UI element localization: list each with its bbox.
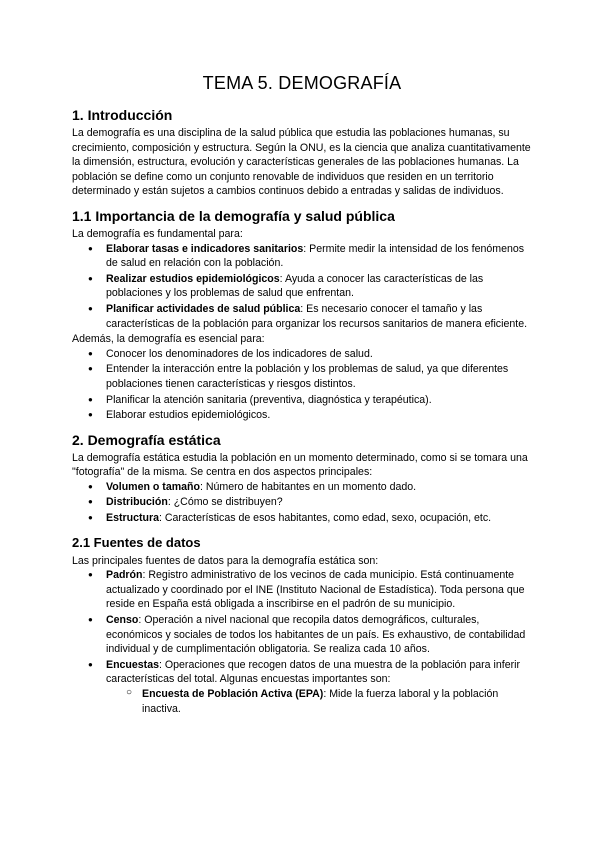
list-item: [106, 613, 532, 657]
bullet-list: [72, 480, 532, 526]
section-heading: 2.1 Fuentes de datos: [72, 534, 201, 550]
section-static-demography: [72, 431, 532, 526]
section-heading: 1. Introducción: [72, 107, 173, 123]
item-text: : Registro administrativo de los vecinos de cada municipio. Está continuamente actualizado y coordinado por el INE (Instituto Nacional de Estadística). Toda persona que reside en España está obligada a inscribirse en el padrón de su municipio.: [106, 569, 525, 611]
item-text: : ¿Cómo se distribuyen?: [167, 496, 283, 509]
item-text: : Operación a nivel nacional que recopila datos demográficos, culturales, económicos y sociales de todos los habitantes de un país. Es exhaustivo, de contabilidad individual y de cumplimentación obligatoria. Se realiza cada 10 años.: [106, 614, 526, 656]
bullet-list: [72, 568, 532, 716]
list-item: [106, 511, 532, 526]
list-item: [106, 480, 532, 495]
item-text: : Mide la fuerza laboral y la población inactiva.: [142, 688, 499, 715]
paragraph: Las principales fuentes de datos para la demografía estática son:: [72, 554, 379, 567]
bullet-list: [72, 242, 532, 332]
bold-term: Padrón: [106, 569, 143, 582]
bold-term: Elaborar tasas e indicadores sanitarios: [106, 242, 304, 255]
paragraph: La demografía es una disciplina de la salud pública que estudia las poblaciones humanas, su crecimiento, composición y estructura. Según la ONU, es la ciencia que analiza cuantitativamente la dimensión, estructura, evolución y características generales de las poblaciones humanas. La población se define como un conjunto renovable de individuos que residen en un territorio determinado y están sujetos a cambios continuos debido a entradas y salidas de individuos.: [72, 127, 531, 198]
bold-term: Volumen o tamaño: [106, 480, 200, 493]
list-item: [106, 272, 532, 301]
bold-term: Estructura: [106, 512, 159, 525]
list-item: [106, 658, 532, 716]
sub-list-item: [142, 687, 532, 716]
list-item: ● Conocer los denominadores de los indicadores de salud.: [106, 347, 532, 362]
item-text: : Permite medir la intensidad de los fenómenos de salud en relación con la población.: [106, 242, 525, 270]
list-item: [106, 495, 532, 510]
list-item: [106, 302, 532, 331]
bold-term: Planificar actividades de salud pública: [106, 302, 301, 315]
bullet-list: [72, 347, 532, 423]
list-item: ● Elaborar estudios epidemiológicos.: [106, 408, 532, 423]
section-heading: 1.1 Importancia de la demografía y salud pública: [72, 207, 395, 224]
paragraph: Además, la demografía es esencial para:: [72, 333, 265, 346]
list-item: [106, 568, 532, 612]
item-text: : Características de esos habitantes, como edad, sexo, ocupación, etc.: [158, 512, 492, 525]
bold-term: Distribución: [106, 496, 168, 509]
item-text: : Es necesario conocer el tamaño y las características de la población para organizar los recursos sanitarios de manera eficiente.: [106, 302, 528, 330]
paragraph: La demografía es fundamental para:: [72, 227, 243, 240]
item-text: : Operaciones que recogen datos de una muestra de la población para inferir características del total. Algunas encuestas importantes son:: [106, 658, 521, 686]
page-title: TEMA 5. DEMOGRAFÍA: [202, 73, 402, 93]
bold-term: Encuestas: [106, 658, 159, 671]
bold-term: Censo: [106, 614, 139, 627]
section-introduction: [72, 106, 532, 199]
list-item: ● Planificar la atención sanitaria (preventiva, diagnóstica y terapéutica).: [106, 393, 532, 408]
section-heading: 2. Demografía estática: [72, 431, 221, 448]
bold-term: Realizar estudios epidemiológicos: [106, 272, 280, 285]
item-text: : Ayuda a conocer las características de las poblaciones y los problemas de salud que enfrentan.: [106, 272, 484, 300]
bold-term: Encuesta de Población Activa (EPA): [142, 688, 324, 700]
paragraph: La demografía estática estudia la población en un momento determinado, como si se tomara una "fotografía" de la misma. Se centra en dos aspectos principales:: [72, 451, 528, 479]
item-text: : Número de habitantes en un momento dado.: [199, 480, 417, 493]
list-item: ● Entender la interacción entre la población y los problemas de salud, ya que diferentes poblaciones tienen características y riesgos distintos.: [106, 362, 532, 391]
section-importance: [72, 207, 532, 423]
section-data-sources: [72, 534, 532, 717]
list-item: [106, 242, 532, 271]
document-page: [72, 70, 532, 724]
sub-bullet-list: [106, 687, 532, 716]
